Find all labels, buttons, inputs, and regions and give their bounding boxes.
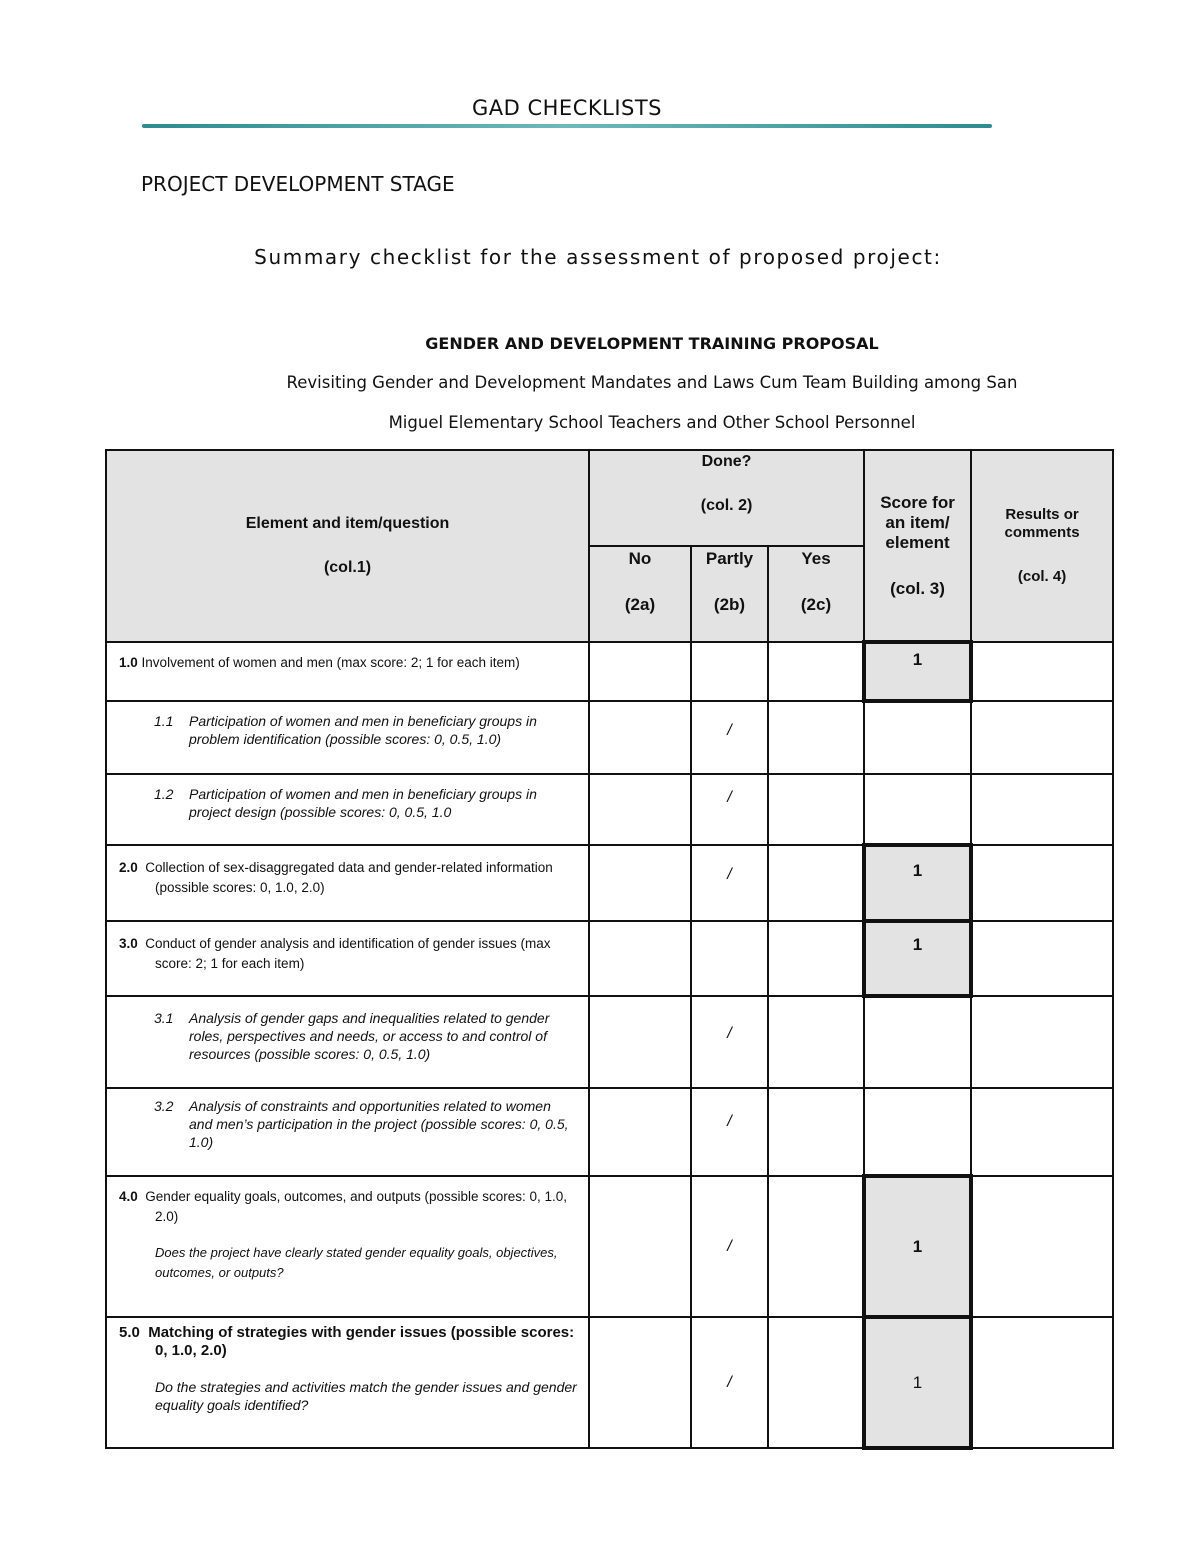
item-cell bbox=[106, 1088, 589, 1176]
table-row bbox=[106, 774, 1113, 845]
yes-cell bbox=[768, 921, 864, 996]
header-row bbox=[106, 450, 1113, 546]
header-results bbox=[971, 450, 1113, 642]
partly-cell bbox=[691, 701, 768, 774]
header-score-line2: an item/ bbox=[885, 512, 950, 532]
yes-cell bbox=[768, 701, 864, 774]
item-text: Collection of sex-disaggregated data and gender-related information (possible scores: 0, 1.0, 2.0) bbox=[145, 860, 553, 895]
item-text: Analysis of constraints and opportunities related to women and men’s participation in the project (possible scores: 0, 0.5, 1.0) bbox=[189, 1098, 569, 1150]
header-score-col: (col. 3) bbox=[890, 578, 945, 598]
partly-cell bbox=[691, 996, 768, 1088]
header-yes-label: Yes bbox=[801, 549, 831, 568]
no-cell bbox=[589, 1176, 691, 1317]
item-number: 5.0 bbox=[119, 1324, 140, 1341]
item-cell bbox=[106, 774, 589, 845]
no-cell bbox=[589, 701, 691, 774]
item-text: Analysis of gender gaps and inequalities related to gender roles, perspectives and needs, or access to and control of resources (possible scores: 0, 0.5, 1.0) bbox=[189, 1010, 550, 1062]
results-cell bbox=[971, 845, 1113, 921]
table-row bbox=[106, 1317, 1113, 1448]
results-cell bbox=[971, 996, 1113, 1088]
results-cell bbox=[971, 1317, 1113, 1448]
score-cell bbox=[864, 642, 971, 701]
item-question: Do the strategies and activities match the gender issues and gender equality goals identified? bbox=[155, 1379, 577, 1413]
results-cell bbox=[971, 1176, 1113, 1317]
yes-cell bbox=[768, 1317, 864, 1448]
results-cell bbox=[971, 921, 1113, 996]
partly-mark: / bbox=[727, 1237, 732, 1255]
score-value: 1 bbox=[912, 861, 923, 880]
score-cell bbox=[864, 1317, 971, 1448]
partly-cell bbox=[691, 845, 768, 921]
proposal-title: GENDER AND DEVELOPMENT TRAINING PROPOSAL bbox=[425, 334, 879, 353]
score-cell bbox=[864, 921, 971, 996]
item-number: 1.0 bbox=[119, 655, 138, 670]
page-title: GAD CHECKLISTS bbox=[471, 96, 663, 120]
yes-cell bbox=[768, 642, 864, 701]
score-cell bbox=[864, 1176, 971, 1317]
header-element-label: Element and item/question bbox=[245, 515, 450, 532]
score-cell bbox=[864, 845, 971, 921]
yes-cell bbox=[768, 774, 864, 845]
partly-cell bbox=[691, 1176, 768, 1317]
partly-mark: / bbox=[727, 866, 732, 883]
item-cell bbox=[106, 1317, 589, 1448]
stage-heading: PROJECT DEVELOPMENT STAGE bbox=[141, 172, 455, 196]
results-cell bbox=[971, 1088, 1113, 1176]
header-element-col: (col.1) bbox=[323, 559, 372, 576]
header-partly-col: (2b) bbox=[713, 595, 746, 614]
table-row bbox=[106, 845, 1113, 921]
item-text: Conduct of gender analysis and identification of gender issues (max score: 2; 1 for each item) bbox=[145, 936, 551, 971]
title-rule bbox=[142, 124, 992, 128]
header-score bbox=[864, 450, 971, 642]
score-cell bbox=[864, 701, 971, 774]
no-cell bbox=[589, 774, 691, 845]
item-number: 1.2 bbox=[154, 786, 174, 802]
item-number: 3.1 bbox=[154, 1010, 174, 1026]
item-cell bbox=[106, 921, 589, 996]
header-no bbox=[589, 546, 691, 642]
item-text: Gender equality goals, outcomes, and outputs (possible scores: 0, 1.0, 2.0) bbox=[145, 1189, 568, 1224]
partly-mark: / bbox=[727, 722, 732, 739]
header-partly-label: Partly bbox=[705, 549, 754, 568]
item-number: 4.0 bbox=[119, 1189, 138, 1204]
header-no-label: No bbox=[628, 549, 652, 568]
table-row bbox=[106, 996, 1113, 1088]
header-element bbox=[106, 450, 589, 642]
header-results-line1: Results or bbox=[1005, 506, 1079, 523]
proposal-subtitle-line-2: Miguel Elementary School Teachers and Other School Personnel bbox=[388, 413, 916, 432]
results-cell bbox=[971, 701, 1113, 774]
item-number: 3.2 bbox=[154, 1098, 174, 1114]
yes-cell bbox=[768, 1176, 864, 1317]
score-value: 1 bbox=[912, 1372, 923, 1392]
yes-cell bbox=[768, 845, 864, 921]
header-results-col: (col. 4) bbox=[1017, 568, 1067, 585]
item-cell bbox=[106, 996, 589, 1088]
score-value: 1 bbox=[912, 1236, 923, 1256]
yes-cell bbox=[768, 996, 864, 1088]
no-cell bbox=[589, 845, 691, 921]
partly-mark: / bbox=[727, 1025, 732, 1042]
item-text: Involvement of women and men (max score: 2; 1 for each item) bbox=[141, 655, 520, 670]
results-cell bbox=[971, 774, 1113, 845]
item-number: 3.0 bbox=[119, 936, 138, 951]
header-score-line3: element bbox=[885, 532, 950, 552]
partly-cell bbox=[691, 774, 768, 845]
item-text: Participation of women and men in beneficiary groups in problem identification (possible scores: 0, 0.5, 1.0) bbox=[189, 713, 537, 747]
summary-heading: Summary checklist for the assessment of proposed project: bbox=[254, 245, 942, 269]
partly-mark bbox=[692, 643, 767, 663]
no-cell bbox=[589, 996, 691, 1088]
item-cell bbox=[106, 701, 589, 774]
partly-mark bbox=[692, 922, 767, 942]
table-row bbox=[106, 1176, 1113, 1317]
partly-mark: / bbox=[727, 1113, 732, 1130]
partly-cell bbox=[691, 642, 768, 701]
score-cell bbox=[864, 1088, 971, 1176]
item-text: Participation of women and men in beneficiary groups in project design (possible scores: 0, 0.5, 1.0 bbox=[189, 786, 537, 820]
table-row bbox=[106, 921, 1113, 996]
score-value: 1 bbox=[912, 935, 923, 954]
score-value: 1 bbox=[912, 650, 923, 669]
no-cell bbox=[589, 1088, 691, 1176]
proposal-subtitle-line-1: Revisiting Gender and Development Mandates and Laws Cum Team Building among San bbox=[286, 373, 1018, 392]
table-row bbox=[106, 701, 1113, 774]
partly-cell bbox=[691, 1088, 768, 1176]
item-number: 1.1 bbox=[154, 713, 174, 729]
item-text: Matching of strategies with gender issues (possible scores: 0, 1.0, 2.0) bbox=[148, 1324, 575, 1359]
checklist-table bbox=[105, 449, 1114, 1450]
header-yes bbox=[768, 546, 864, 642]
header-no-col: (2a) bbox=[624, 595, 656, 614]
item-cell bbox=[106, 1176, 589, 1317]
header-partly bbox=[691, 546, 768, 642]
no-cell bbox=[589, 1317, 691, 1448]
partly-mark: / bbox=[727, 789, 732, 806]
yes-cell bbox=[768, 1088, 864, 1176]
partly-cell bbox=[691, 1317, 768, 1448]
table-row bbox=[106, 1088, 1113, 1176]
partly-cell bbox=[691, 921, 768, 996]
score-cell bbox=[864, 996, 971, 1088]
no-cell bbox=[589, 921, 691, 996]
results-cell bbox=[971, 642, 1113, 701]
header-done bbox=[589, 450, 864, 546]
partly-mark: / bbox=[727, 1373, 732, 1391]
table-row bbox=[106, 642, 1113, 701]
item-question: Does the project have clearly stated gender equality goals, objectives, outcomes, or outputs? bbox=[155, 1245, 558, 1280]
item-cell bbox=[106, 845, 589, 921]
item-cell bbox=[106, 642, 589, 701]
item-number: 2.0 bbox=[119, 860, 138, 875]
header-score-line1: Score for bbox=[880, 492, 955, 512]
header-results-line2: comments bbox=[1004, 524, 1080, 541]
score-cell bbox=[864, 774, 971, 845]
header-done-col: (col. 2) bbox=[700, 497, 753, 514]
header-done-label: Done? bbox=[701, 453, 752, 470]
no-cell bbox=[589, 642, 691, 701]
header-yes-col: (2c) bbox=[800, 595, 832, 614]
